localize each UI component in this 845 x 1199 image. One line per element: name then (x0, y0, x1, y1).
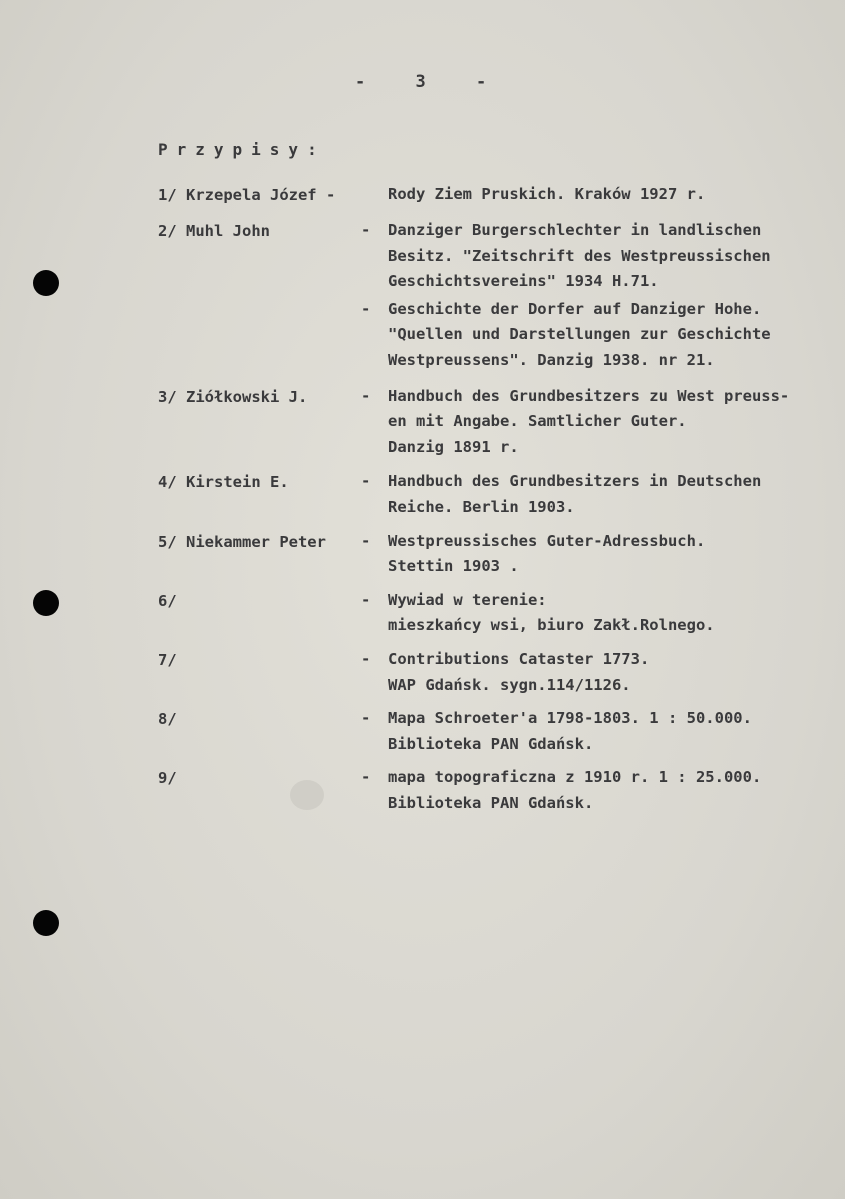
footnote-item (158, 182, 838, 208)
footnote-works (361, 588, 838, 639)
footnote-text-line: Mapa Schroeter'a 1798-1803. 1 : 50.000. (388, 709, 752, 728)
footnote-text-line: Handbuch des Grundbesitzers zu West preuss- (388, 386, 790, 405)
footnote-dash: - (361, 472, 371, 491)
footnote-author: 7/ (158, 650, 177, 669)
footnote-text-line: "Quellen und Darstellungen zur Geschichte (388, 325, 771, 344)
footnote-text-line: WAP Gdańsk. sygn.114/1126. (388, 675, 631, 694)
footnote-text-line: Contributions Cataster 1773. (388, 649, 650, 668)
footnote-dash: - (361, 590, 371, 609)
footnote-dash: - (361, 649, 371, 668)
footnote-text-line: Handbuch des Grundbesitzers in Deutschen (388, 472, 762, 491)
footnote-dash: - (361, 386, 371, 405)
footnote-text-line: Danzig 1891 r. (388, 437, 519, 456)
footnote-text-line: mieszkańcy wsi, biuro Zakł.Rolnego. (388, 616, 715, 635)
footnote-item (158, 765, 838, 816)
footnote-item (158, 706, 838, 757)
footnote-work (361, 297, 838, 374)
footnote-item (158, 647, 838, 698)
footnote-work (361, 765, 838, 816)
footnote-author: 4/ Kirstein E. (158, 473, 289, 492)
footnote-work (361, 218, 838, 295)
footnote-dash (361, 182, 388, 208)
footnote-works (361, 529, 838, 580)
footnote-work (361, 647, 838, 698)
footnote-work (361, 588, 838, 639)
page-number: - 3 - (355, 72, 507, 92)
footnote-item (158, 469, 838, 520)
footnote-work (361, 469, 838, 520)
footnote-text-line: Westpreussens". Danzig 1938. nr 21. (388, 350, 715, 369)
footnote-text-line: Danziger Burgerschlechter in landlischen (388, 221, 762, 239)
footnote-item (158, 384, 838, 461)
footnote-text-line: Geschichtsvereins" 1934 H.71. (388, 272, 659, 291)
footnote-author: 6/ (158, 591, 177, 610)
footnote-item (158, 529, 838, 580)
footnote-text-line: Rody Ziem Pruskich. Kraków 1927 r. (388, 185, 706, 203)
footnote-text-line: Geschichte der Dorfer auf Danziger Hohe. (388, 299, 762, 318)
footnote-author: 8/ (158, 710, 177, 729)
footnote-work (361, 182, 838, 208)
footnote-dash: - (361, 709, 371, 728)
punch-hole (33, 910, 59, 936)
footnote-works (361, 218, 838, 374)
footnote-author: 2/ Muhl John (158, 222, 270, 240)
footnote-dash: - (361, 531, 371, 550)
footnote-text-line: Stettin 1903 . (388, 557, 519, 576)
footnote-dash: - (361, 299, 371, 318)
footnote-works (361, 647, 838, 698)
footnote-work (361, 384, 838, 461)
footnote-text-line: Wywiad w terenie: (388, 590, 547, 609)
punch-hole (33, 590, 59, 616)
footnote-works (361, 706, 838, 757)
footnote-works (361, 765, 838, 816)
footnote-dash: - (361, 221, 371, 239)
footnote-item (158, 588, 838, 639)
footnote-text-line: Reiche. Berlin 1903. (388, 497, 575, 516)
footnotes-list (158, 182, 838, 816)
footnote-work (361, 529, 838, 580)
footnote-author: 5/ Niekammer Peter (158, 532, 326, 551)
footnote-work (361, 706, 838, 757)
footnote-works (361, 469, 838, 520)
footnote-text-line: Biblioteka PAN Gdańsk. (388, 793, 594, 812)
footnote-dash: - (361, 768, 371, 787)
footnote-author: 9/ (158, 769, 177, 788)
footnote-item (158, 218, 838, 374)
footnote-text-line: en mit Angabe. Samtlicher Guter. (388, 412, 687, 431)
footnote-text-line: mapa topograficzna z 1910 r. 1 : 25.000. (388, 768, 762, 787)
footnote-text-line: Westpreussisches Guter-Adressbuch. (388, 531, 706, 550)
footnotes-heading: Przypisy: (158, 140, 326, 159)
footnote-author: 3/ Ziółkowski J. (158, 387, 308, 406)
footnote-text-line: Biblioteka PAN Gdańsk. (388, 734, 594, 753)
footnote-author: 1/ Krzepela Józef - (158, 186, 336, 204)
footnote-works (361, 384, 838, 461)
punch-hole (33, 270, 59, 296)
footnote-works (361, 182, 838, 208)
footnote-text-line: Besitz. "Zeitschrift des Westpreussischen (388, 246, 771, 265)
